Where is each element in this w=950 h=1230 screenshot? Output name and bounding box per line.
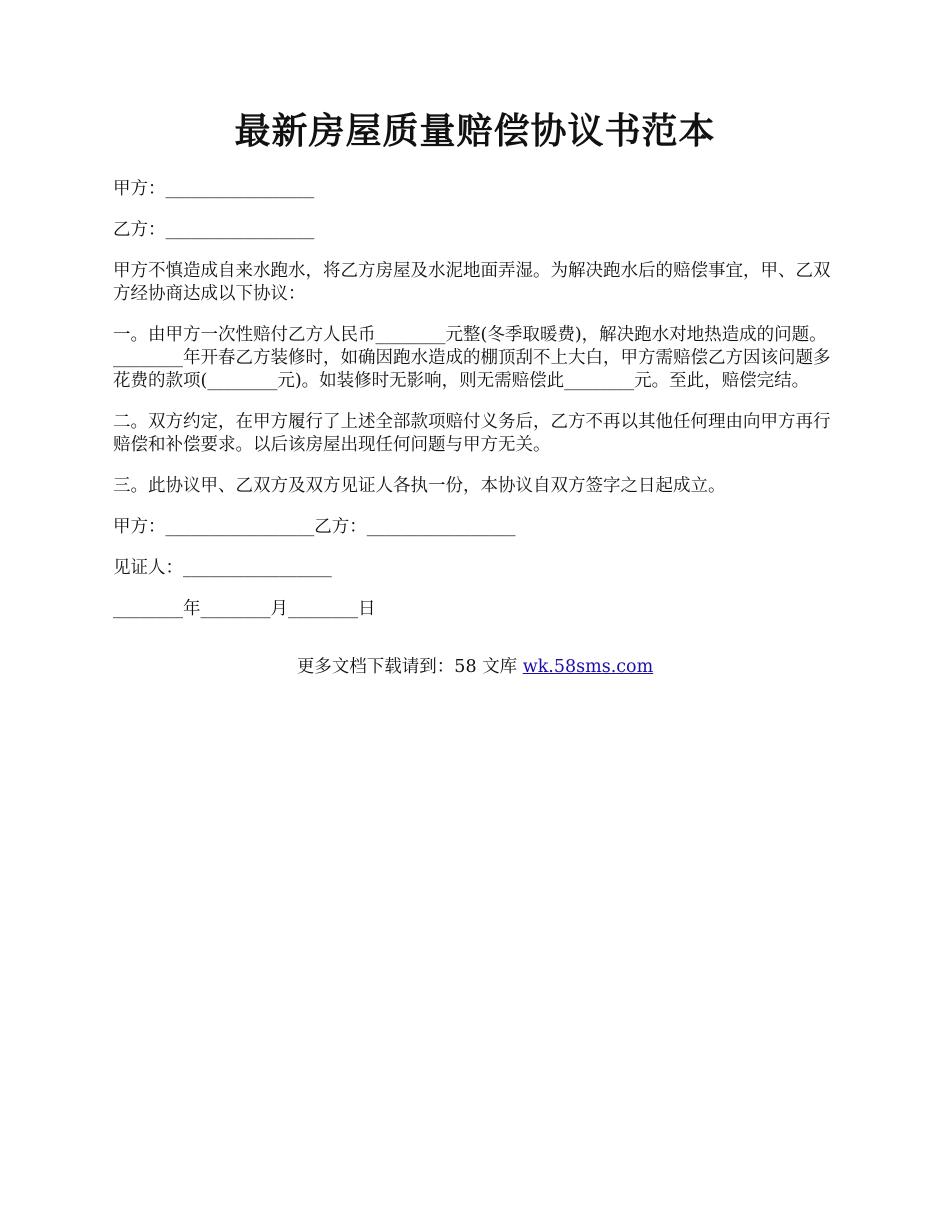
signature-line: 甲方：_________________乙方：_________________	[113, 517, 516, 537]
clause-three: 三。此协议甲、乙双方及双方见证人各执一份，本协议自双方签字之日起成立。	[113, 476, 726, 496]
footer-text: 更多文档下载请到：58 文库	[296, 657, 523, 677]
party-b-line: 乙方：_________________	[113, 220, 315, 240]
witness-line: 见证人：_________________	[113, 558, 332, 578]
document-body	[113, 178, 843, 639]
clause-one: 一。由甲方一次性赔付乙方人民币________元整(冬季取暖费)，解决跑水对地热造成的问题。________年开春乙方装修时，如确因跑水造成的棚顶刮不上大白，甲方需赔偿乙方因该问题多花费的款项(________元)。如装修时无影响，则无需赔偿此________元。至此，赔偿完结。	[113, 325, 831, 391]
date-line: ________年________月________日	[113, 599, 376, 619]
intro-paragraph: 甲方不慎造成自来水跑水，将乙方房屋及水泥地面弄湿。为解决跑水后的赔偿事宜，甲、乙双方经协商达成以下协议：	[113, 261, 831, 304]
document-title: 最新房屋质量赔偿协议书范本	[234, 110, 716, 152]
download-footer	[0, 656, 950, 679]
clause-two: 二。双方约定，在甲方履行了上述全部款项赔付义务后，乙方不再以其他任何理由向甲方再行赔偿和补偿要求。以后该房屋出现任何问题与甲方无关。	[113, 412, 831, 455]
footer-link[interactable]: wk.58sms.com	[522, 657, 654, 677]
party-a-line: 甲方：_________________	[113, 179, 315, 199]
